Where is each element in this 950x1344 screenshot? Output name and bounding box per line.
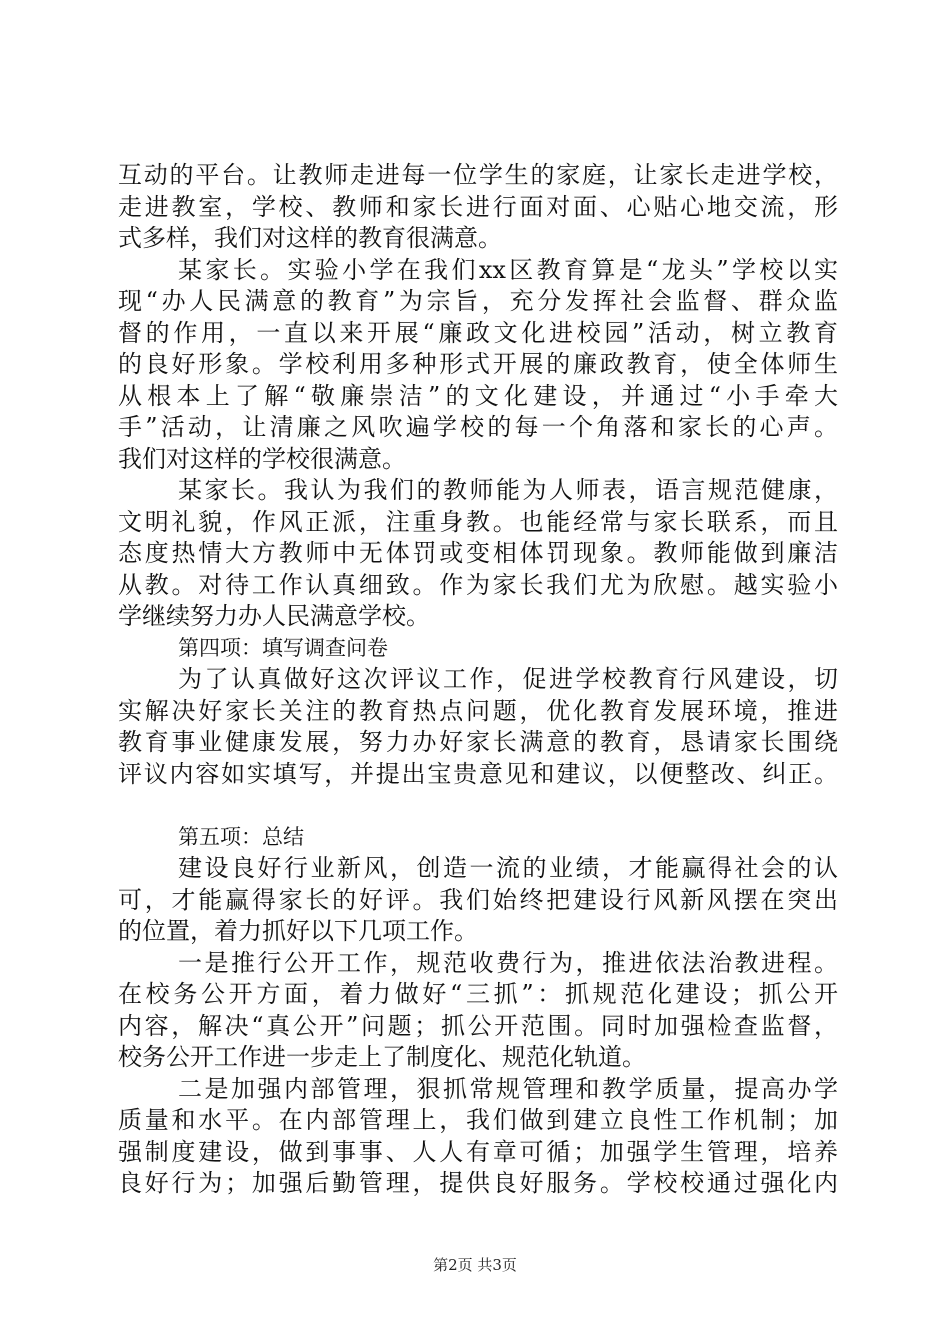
text-line: 二是加强内部管理，狠抓常规管理和教学质量，提高办学 bbox=[178, 1074, 838, 1103]
text-line: 现“办人民满意的教育”为宗旨，充分发挥社会监督、群众监 bbox=[118, 287, 838, 315]
text-line: 学继续努力办人民满意学校。 bbox=[118, 602, 430, 630]
blank-line bbox=[118, 790, 838, 822]
text-line: 式多样，我们对这样的教育很满意。 bbox=[118, 224, 502, 252]
text-line: 的位置，着力抓好以下几项工作。 bbox=[118, 917, 478, 945]
text-line: 从根本上了解“敬廉崇洁”的文化建设，并通过“小手牵大 bbox=[118, 381, 838, 410]
text-line: 评议内容如实填写，并提出宝贵意见和建议，以便整改、纠正。 bbox=[118, 759, 838, 788]
text-line: 校务公开工作进一步走上了制度化、规范化轨道。 bbox=[118, 1043, 646, 1071]
text-line: 的良好形象。学校利用多种形式开展的廉政教育，使全体师生 bbox=[118, 350, 838, 378]
section-heading: 第四项：填写调查问卷 bbox=[178, 635, 388, 660]
text-line: 督的作用，一直以来开展“廉政文化进校园”活动，树立教育 bbox=[118, 318, 838, 347]
text-line: 文明礼貌，作风正派，注重身教。也能经常与家长联系，而且 bbox=[118, 507, 838, 536]
text-line: 某家长。实验小学在我们xx区教育算是“龙头”学校以实 bbox=[178, 255, 838, 284]
text-line: 为了认真做好这次评议工作，促进学校教育行风建设，切 bbox=[178, 665, 838, 693]
text-line: 强制度建设，做到事事、人人有章可循；加强学生管理，培养 bbox=[118, 1137, 838, 1166]
text-line: 可，才能赢得家长的好评。我们始终把建设行风新风摆在突出 bbox=[118, 885, 838, 914]
text-line: 建设良好行业新风，创造一流的业绩，才能赢得社会的认 bbox=[178, 854, 838, 882]
text-line: 一是推行公开工作，规范收费行为，推进依法治教进程。 bbox=[178, 948, 838, 977]
text-line: 从教。对待工作认真细致。作为家长我们尤为欣慰。越实验小 bbox=[118, 570, 838, 599]
text-line: 内容，解决“真公开”问题；抓公开范围。同时加强检查监督， bbox=[118, 1011, 838, 1040]
text-line: 良好行为；加强后勤管理，提供良好服务。学校校通过强化内 bbox=[118, 1169, 838, 1197]
text-line: 教育事业健康发展，努力办好家长满意的教育，恳请家长围绕 bbox=[118, 728, 838, 756]
text-line: 态度热情大方教师中无体罚或变相体罚现象。教师能做到廉洁 bbox=[118, 539, 838, 567]
text-line: 实解决好家长关注的教育热点问题，优化教育发展环境，推进 bbox=[118, 696, 838, 725]
text-line: 在校务公开方面，着力做好“三抓”：抓规范化建设；抓公开 bbox=[118, 980, 838, 1008]
text-line: 互动的平台。让教师走进每一位学生的家庭，让家长走进学校， bbox=[118, 161, 838, 189]
page-footer: 第2页 共3页 bbox=[433, 1256, 517, 1274]
section-heading: 第五项：总结 bbox=[178, 824, 304, 849]
text-line: 质量和水平。在内部管理上，我们做到建立良性工作机制；加 bbox=[118, 1106, 838, 1134]
text-line: 走进教室，学校、教师和家长进行面对面、心贴心地交流，形 bbox=[118, 192, 838, 221]
document-body bbox=[118, 160, 838, 1200]
text-line: 某家长。我认为我们的教师能为人师表，语言规范健康， bbox=[178, 476, 838, 504]
text-line: 手”活动，让清廉之风吹遍学校的每一个角落和家长的心声。 bbox=[118, 413, 838, 441]
text-line: 我们对这样的学校很满意。 bbox=[118, 444, 406, 473]
